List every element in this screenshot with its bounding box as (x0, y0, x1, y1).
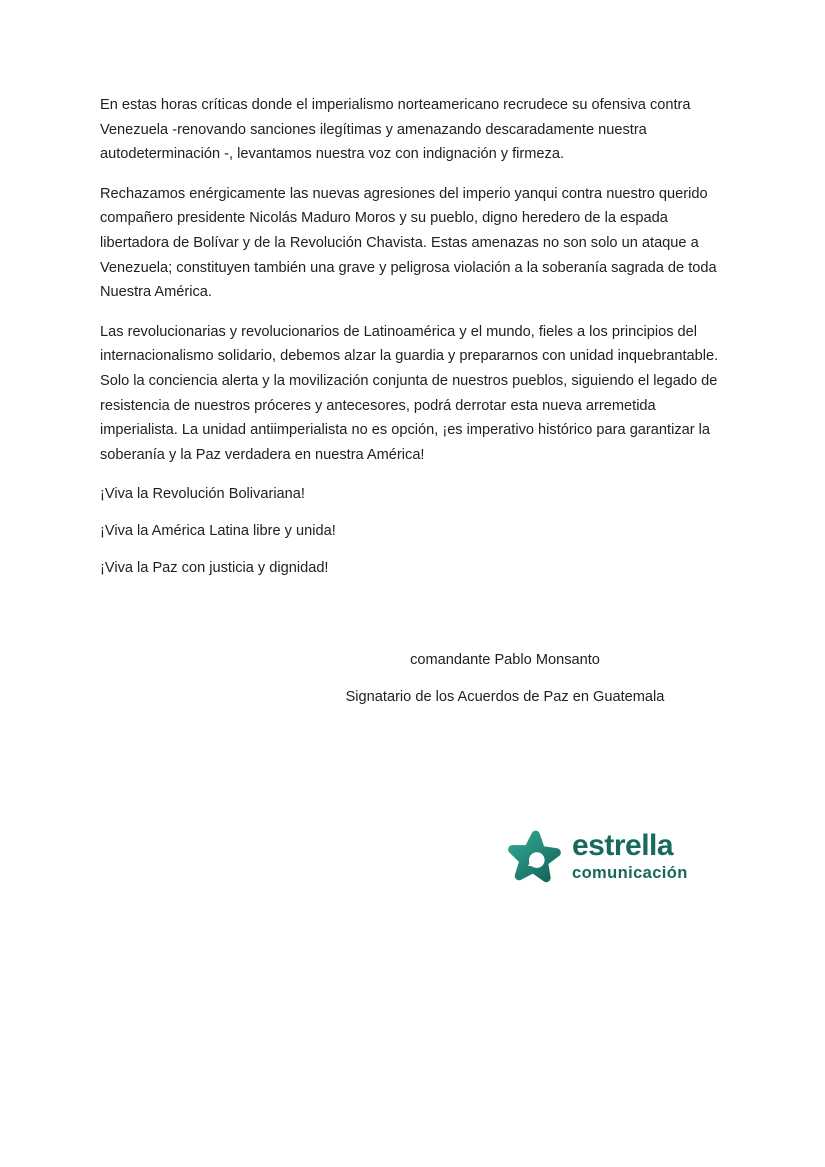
estrella-logo (505, 827, 732, 887)
paragraph-3: Las revolucionarias y revolucionarios de Latinoamérica y el mundo, fieles a los principios del internacionalismo solidario, debemos alzar la guardia y prepararnos con unidad inquebrantable. Solo la conciencia alerta y la movilización conjunta de nuestros pueblos, siguiendo el legado de resistencia de nuestros próceres y antecesores, podrá derrotar esta nueva arremetida imperialista. La unidad antiimperialista no es opción, ¡es imperativo histórico para garantizar la soberanía y la Paz verdadera en nuestra América! (100, 323, 719, 463)
slogan-viva-paz: ¡Viva la Paz con justicia y dignidad! (100, 559, 329, 576)
logo-tagline: comunicación (572, 864, 688, 883)
slogans-block (100, 482, 732, 580)
star-icon (505, 827, 563, 887)
signatory-title: Signatario de los Acuerdos de Paz en Guatemala (345, 688, 665, 705)
logo-wordmark: estrella (572, 829, 674, 863)
signatory-name: comandante Pablo Monsanto (410, 652, 600, 669)
paragraph-1: En estas horas críticas donde el imperialismo norteamericano recrudece su ofensiva contra Venezuela -renovando sanciones ilegítimas y amenazando descaradamente nuestra autodeterminación -, levantamos nuestra voz con indignación y firmeza. (100, 97, 691, 163)
slogan-viva-america-latina: ¡Viva la América Latina libre y unida! (100, 522, 336, 539)
logo-text (572, 831, 688, 883)
document-content (100, 93, 732, 887)
slogan-viva-revolucion: ¡Viva la Revolución Bolivariana! (100, 486, 305, 503)
paragraph-2: Rechazamos enérgicamente las nuevas agresiones del imperio yanqui contra nuestro querido compañero presidente Nicolás Maduro Moros y su pueblo, digno heredero de la espada libertadora de Bolívar y de la Revolución Chavista. Estas amenazas no son solo un ataque a Venezuela; constituyen también una grave y peligrosa violación a la soberanía sagrada de toda Nuestra América. (100, 185, 717, 301)
signature-block (280, 648, 730, 709)
